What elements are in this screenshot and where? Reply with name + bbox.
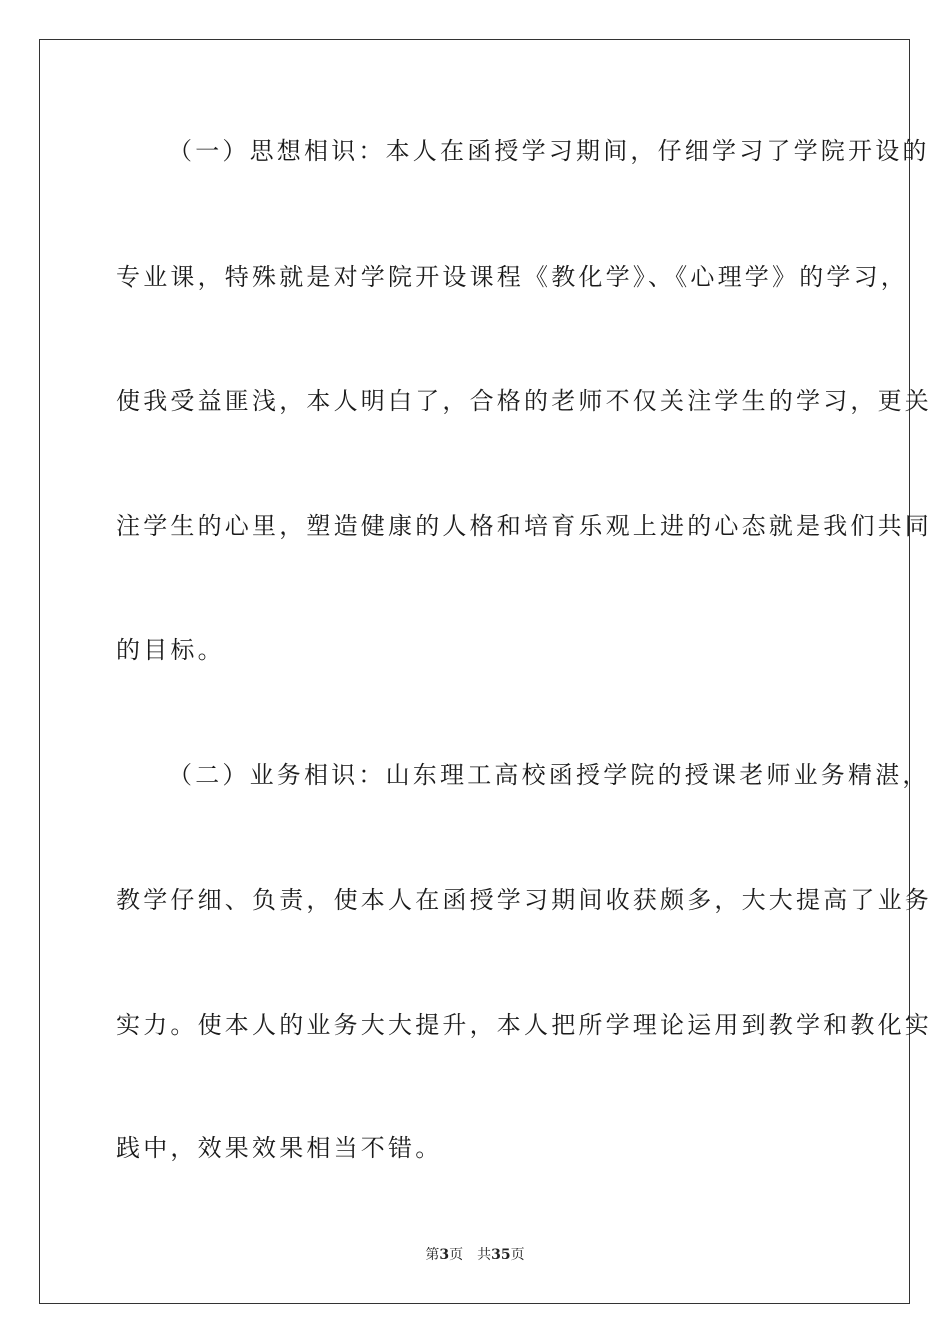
total-suffix: 页 — [510, 1247, 525, 1263]
paragraph-2-line-1: （二）业务相识：山东理工高校函授学院的授课老师业务精湛， — [168, 761, 930, 789]
paragraph-1-line-2: 专业课，特殊就是对学院开设课程《教化学》、《心理学》的学习， — [116, 263, 908, 291]
page-prefix: 第 — [425, 1247, 440, 1263]
page-suffix: 页 — [449, 1247, 464, 1263]
paragraph-1-line-4: 注学生的心里，塑造健康的人格和培育乐观上进的心态就是我们共同 — [116, 512, 932, 540]
page-number: 3 — [439, 1247, 450, 1263]
paragraph-1-line-3: 使我受益匪浅，本人明白了，合格的老师不仅关注学生的学习，更关 — [116, 387, 932, 415]
paragraph-1-line-5: 的目标。 — [116, 636, 225, 664]
paragraph-2-line-4: 践中，效果效果相当不错。 — [116, 1134, 443, 1162]
page-border — [39, 39, 932, 1304]
paragraph-2-line-3: 实力。使本人的业务大大提升，本人把所学理论运用到教学和教化实 — [116, 1011, 932, 1039]
paragraph-1-line-1: （一）思想相识：本人在函授学习期间，仔细学习了学院开设的 — [168, 137, 930, 165]
total-prefix: 共 — [477, 1247, 492, 1263]
page-footer — [0, 1246, 950, 1264]
paragraph-2-line-2: 教学仔细、负责，使本人在函授学习期间收获颇多，大大提高了业务 — [116, 886, 932, 914]
total-pages: 35 — [491, 1247, 511, 1263]
